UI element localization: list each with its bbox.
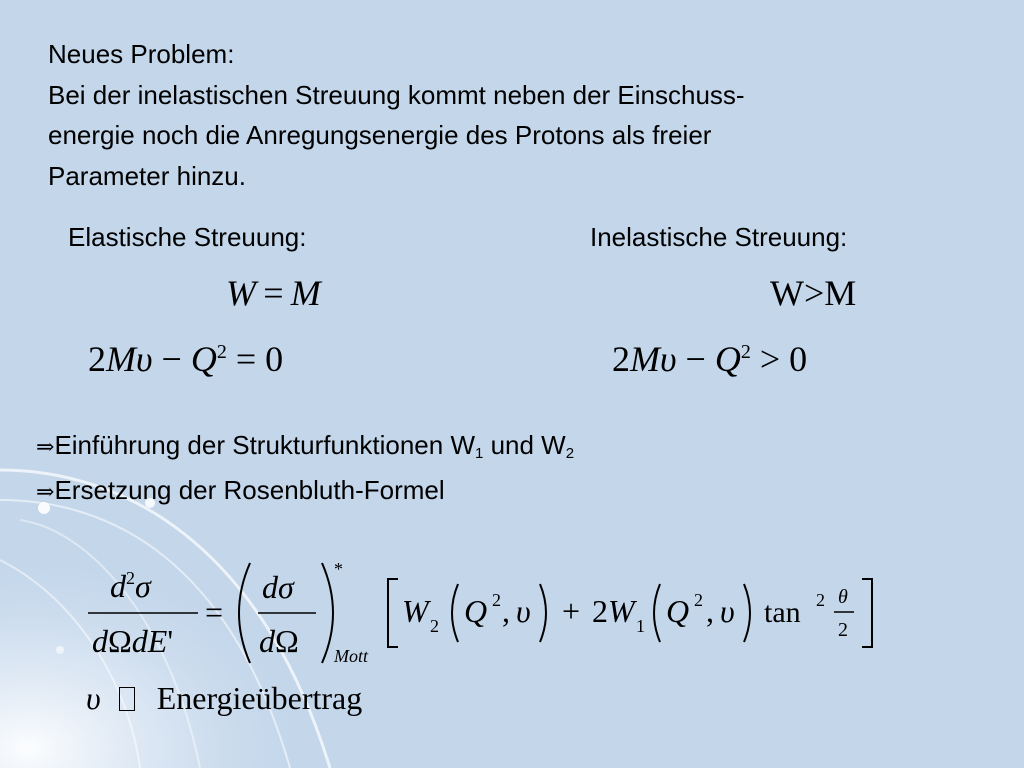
intro-line-2: Bei der inelastischen Streuung kommt neben der Einschuss-: [48, 79, 745, 110]
elastic-heading: Elastische Streuung:: [68, 222, 307, 252]
svg-text:2: 2: [816, 590, 825, 610]
svg-text:2: 2: [694, 590, 703, 610]
svg-text:υ: υ: [516, 593, 531, 629]
intro-line-1: Neues Problem:: [48, 39, 235, 69]
svg-text:dΩ: dΩ: [259, 623, 299, 659]
definition-box-icon: [119, 687, 135, 711]
inelastic-equation-2: $2M\upsilon - Q^2 > 0$: [612, 339, 808, 379]
intro-text: [48, 34, 988, 196]
svg-text:=: =: [205, 594, 224, 630]
bullet-list: [36, 424, 574, 514]
inelastic-heading: Inelastische Streuung:: [590, 222, 848, 252]
svg-text:2W: 2W: [592, 593, 635, 629]
svg-text:2: 2: [838, 619, 848, 641]
svg-text:2: 2: [430, 616, 439, 636]
svg-text:d2σ: $d^2\sigma$: [110, 568, 151, 604]
svg-text:Q: Q: [464, 593, 488, 629]
svg-text:tan: tan: [764, 596, 801, 629]
implies-arrow-icon: ⇒: [36, 435, 55, 460]
intro-line-3: energie noch die Anregungsenergie des Protons als freier: [48, 120, 712, 150]
svg-text:*: *: [334, 559, 343, 579]
svg-text:+: +: [562, 593, 581, 629]
svg-text:W: W: [402, 593, 429, 629]
svg-text:2: 2: [492, 590, 501, 610]
svg-text:,: ,: [706, 593, 714, 629]
svg-text:Q: Q: [666, 593, 690, 629]
svg-text:dΩdE': dΩdE': [92, 623, 174, 659]
elastic-equation-2: $2M\upsilon - Q^2 = 0$: [88, 339, 284, 379]
bullet-structure-functions: ⇒Einführung der Strukturfunktionen $W_1$ und $W_2$: [36, 430, 575, 462]
svg-text:θ: θ: [838, 586, 848, 608]
svg-text:υ: υ: [720, 593, 735, 629]
svg-text:Mott: Mott: [334, 646, 368, 666]
energy-transfer-definition: [86, 680, 362, 717]
svg-text:,: ,: [502, 593, 510, 629]
inelastic-equation-1: W>M: [770, 273, 857, 313]
implies-arrow-icon: ⇒: [36, 480, 55, 505]
svg-text:dσ: dσ: [262, 569, 294, 605]
intro-line-4: Parameter hinzu.: [48, 160, 246, 191]
nu-symbol: υ: [86, 680, 101, 716]
bullet-rosenbluth: ⇒Ersetzung der Rosenbluth-Formel: [36, 475, 445, 505]
elastic-equation-1: W = M: [226, 273, 321, 313]
energy-transfer-label: Energieübertrag: [156, 680, 363, 716]
svg-text:1: 1: [636, 616, 645, 636]
